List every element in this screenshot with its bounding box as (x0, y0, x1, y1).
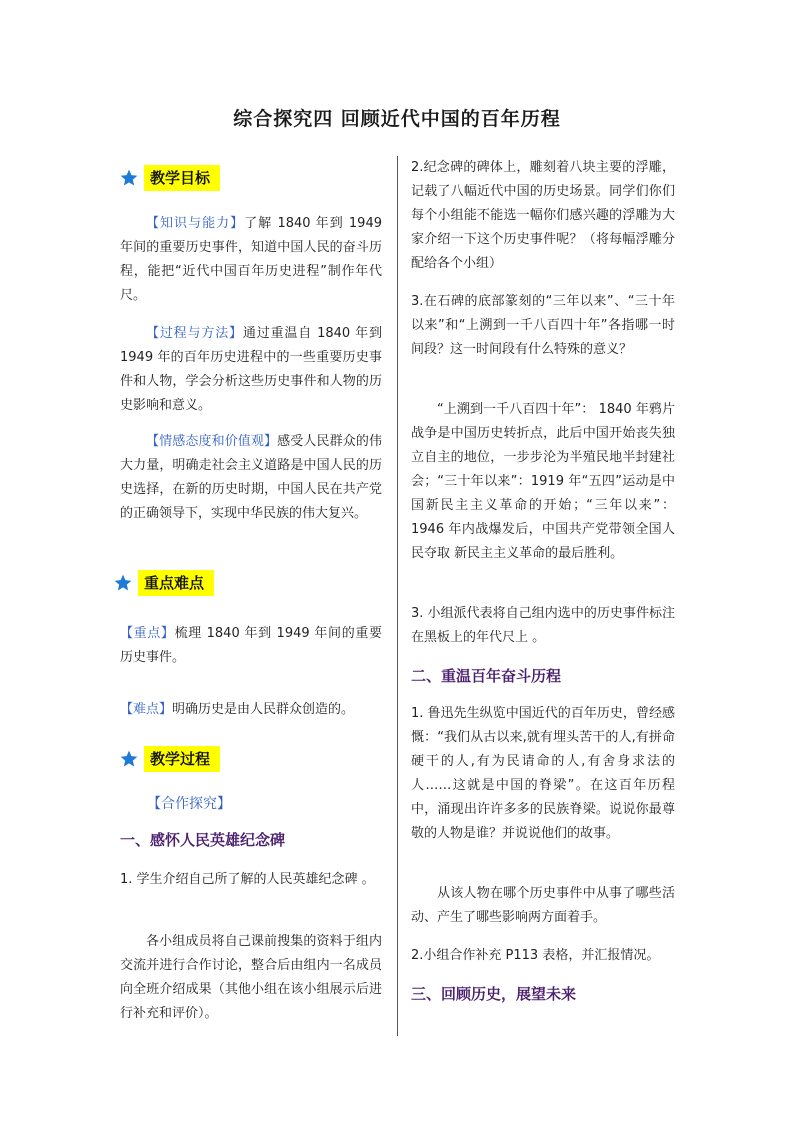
label-key: 【重点】 (120, 626, 175, 641)
text-difficult: 明确历史是由人民群众创造的。 (172, 702, 355, 717)
heading-teaching-goals (118, 165, 220, 191)
heading-text: 重点难点 (138, 570, 214, 596)
heading-teaching-process (118, 746, 220, 772)
text-key: 梳理 1840 年到 1949 年间的重要历史事件。 (120, 626, 382, 665)
section-title-3: 三、回顾历史，展望未来 (411, 985, 577, 1003)
paragraph-knowledge (120, 212, 382, 308)
label-difficult: 【难点】 (120, 702, 173, 717)
paragraph-key-point (120, 622, 382, 670)
label-cooperative: 【合作探究】 (147, 796, 231, 812)
heading-text: 教学过程 (144, 746, 220, 772)
label-knowledge: 【知识与能力】 (146, 216, 245, 231)
paragraph-emotion (120, 430, 382, 526)
paragraph-process-method (120, 322, 382, 418)
heading-text: 教学目标 (144, 165, 220, 191)
label-process: 【过程与方法】 (146, 326, 243, 341)
star-icon (112, 572, 134, 594)
list-item-3b: 3. 小组派代表将自己组内选中的历史事件标注在黑板上的年代尺上 。 (411, 606, 675, 645)
paragraph-person-hint: 从该人物在哪个历史事件中从事了哪些活动、产生了哪些影响两方面着手。 (411, 886, 675, 925)
list-item-2: 2.纪念碑的碑体上，雕刻着八块主要的浮雕，记载了八幅近代中国的历史场景。同学们你们每个小组能不能选一幅你们感兴趣的浮雕为大家介绍一下这个历史事件呢？（将每幅浮雕分配给各个小组） (411, 160, 675, 271)
text-knowledge: 了解 1840 年到 1949 年间的重要历史事件，知道中国人民的奋斗历程，能把“近代中国百年历史进程”制作年代尺。 (120, 216, 382, 303)
text-emotion: 感受人民群众的伟大力量，明确走社会主义道路是中国人民的历史选择，在新的历史时期，中国人民在共产党的正确领导下，实现中华民族的伟大复兴。 (120, 434, 382, 521)
section-title-1: 一、感怀人民英雄纪念碑 (120, 831, 286, 849)
page-title: 综合探究四 回顾近代中国的百年历程 (233, 108, 561, 130)
paragraph-answer: “上溯到一千八百四十年”： 1840 年鸦片战争是中国历史转折点，此后中国开始丧失独立自主的地位，一步步沦为半殖民地半封建社会；“三十年以来”：1919 年“五四”运动是中国新民主主义革命的开始；“三年以来”：1946 年内战爆发后，中国共产党带领全国人民夺取 新民主主义革命的最后胜利。 (411, 402, 675, 561)
list-item-table: 2.小组合作补充 P113 表格，并汇报情况。 (411, 948, 660, 963)
list-item-lu-xun: 1. 鲁迅先生纵览中国近代的百年历史，曾经感慨：“我们从古以来,就有埋头苦干的人,有拼命硬干的人,有为民请命的人,有舍身求法的人……这就是中国的脊梁”。在这百年历程中，涌现出许许多多的民族脊梁。说说你最尊敬的人物是谁？并说说他们的故事。 (411, 706, 675, 841)
paragraph-group-exchange: 各小组成员将自己课前搜集的资料于组内交流并进行合作讨论，整合后由组内一名成员向全班介绍成果（其他小组在该小组展示后进行补充和评价）。 (120, 934, 382, 1021)
section-title-2: 二、重温百年奋斗历程 (411, 667, 562, 685)
label-emotion: 【情感态度和价值观】 (146, 434, 278, 449)
text-process: 通过重温自 1840 年到 1949 年的百年历史进程中的一些重要历史事件和人物，学会分析这些历史事件和人物的历史影响和意义。 (120, 326, 382, 413)
list-item-3: 3.在石碑的底部篆刻的“三年以来”、“三十年以来”和“上溯到一千八百四十年”各指哪一时间段？这一时间段有什么特殊的意义？ (411, 294, 675, 357)
paragraph-difficult-point (120, 698, 390, 722)
heading-key-difficult (112, 570, 214, 596)
star-icon (118, 167, 140, 189)
list-item-1: 1. 学生介绍自己所了解的人民英雄纪念碑 。 (120, 872, 375, 887)
column-divider (397, 156, 398, 1036)
star-icon (118, 748, 140, 770)
